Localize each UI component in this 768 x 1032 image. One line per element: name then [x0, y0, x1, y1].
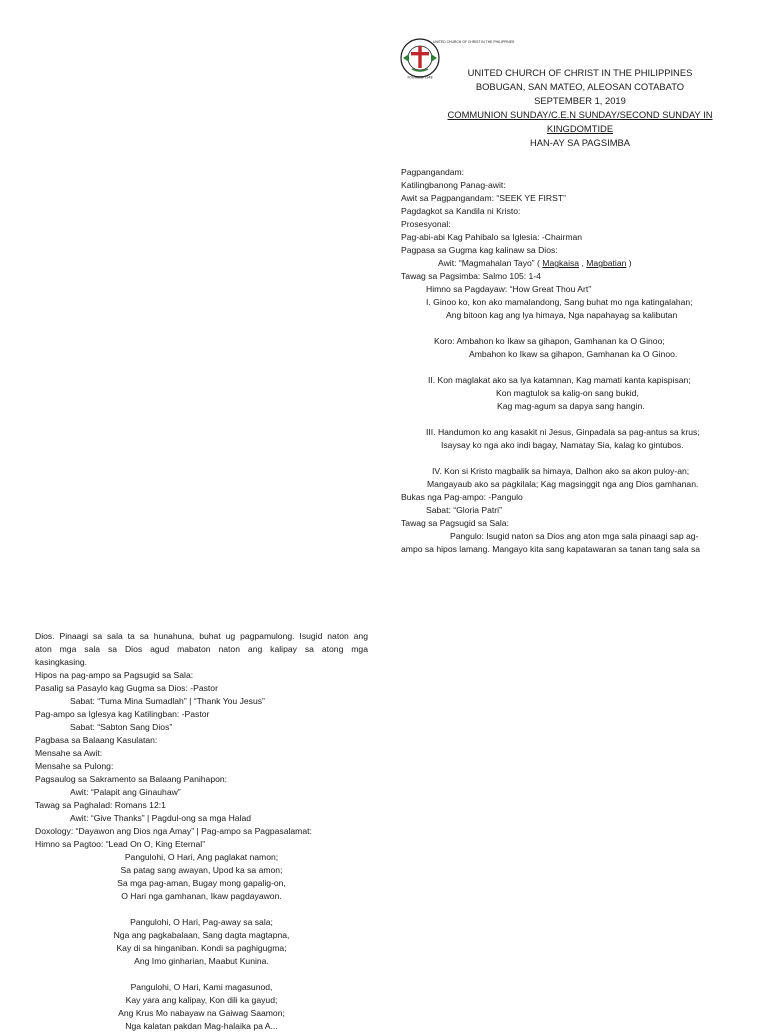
liturgy-item: Pasalig sa Pasaylo kag Gugma sa Dios: -Pastor — [35, 683, 218, 693]
liturgy-item: Tawag sa Pagsimba: Salmo 105: 1-4 — [401, 271, 541, 281]
response-song-link-2: Magbatian — [586, 258, 627, 268]
hymn-title: Himno sa Pagdayaw: “How Great Thou Art” — [426, 284, 592, 294]
occasion-line-1: COMMUNION SUNDAY/C.E.N SUNDAY/SECOND SUNDAY IN — [447, 109, 713, 120]
response-song — [438, 257, 632, 269]
liturgy-item: Pagbasa sa Balaang Kasulatan: — [35, 735, 158, 745]
order-of-worship-title: HAN-AY SA PAGSIMBA — [529, 137, 631, 148]
service-date: SEPTEMBER 1, 2019 — [534, 95, 626, 106]
liturgy-item: Prosesyonal: — [401, 219, 451, 229]
liturgy-item: Pag-ampo sa Iglesya kag Katilingban: -Pastor — [35, 709, 210, 719]
hymn-verse-line: Kay yara ang kalipay, Kon dili ka gayud; — [125, 995, 278, 1005]
liturgy-item: Pagsaulog sa Sakramento sa Balaang Panihapon: — [35, 774, 228, 784]
liturgy-item: Tawag sa Paghalad: Romans 12:1 — [35, 800, 166, 810]
chorus-line: Koro: Ambahon ko Ikaw sa gihapon, Gamhanan ka O Ginoo; — [434, 336, 665, 346]
liturgy-item: Himno sa Pagtoo: “Lead On O, King Eternal” — [35, 839, 206, 849]
svg-text:FOUNDED 1948: FOUNDED 1948 — [407, 75, 433, 80]
liturgy-response: Sabat: “Gloria Patri” — [426, 505, 502, 515]
response-song-end: ) — [626, 258, 632, 268]
hymn-verse-line: I. Ginoo ko, kon ako mamalandong, Sang buhat mo nga katingalahan; — [426, 297, 693, 307]
hymn-verse-line: Sa patag sang awayan, Upod ka sa amon; — [120, 865, 283, 875]
liturgy-response: Awit: “Palapit ang Ginauhaw” — [70, 787, 181, 797]
liturgy-item: Pagdagkot sa Kandila ni Kristo: — [401, 206, 521, 216]
liturgy-response: Awit: “Give Thanks” | Pagdul-ong sa mga Halad — [70, 813, 252, 823]
confession-continued: kasingkasing. — [35, 657, 88, 667]
liturgy-item: Pagpasa sa Gugma kag kalinaw sa Dios: — [401, 245, 558, 255]
response-song-text: Awit: “Magmahalan Tayo” ( — [438, 258, 543, 268]
hymn-verse-line: IV. Kon si Kristo magbalik sa himaya, Dalhon ako sa akon puloy-an; — [432, 466, 690, 476]
hymn-verse-line: II. Kon maglakat ako sa lya katamnan, Kag mamati kanta kapispisan; — [428, 375, 691, 385]
hymn-verse-line: Pangulohi, O Hari, Pag-away sa sala; — [130, 917, 273, 927]
liturgy-item: Pagpangandam: — [401, 167, 465, 177]
liturgy-response: Sabat: “Tuma Mina Sumadlah” | “Thank You Jesus” — [70, 696, 265, 706]
hymn-verse-line: Kon magtulok sa kalig-on sang bukid, — [496, 388, 639, 398]
response-song-link-1: Magkaisa — [542, 258, 580, 268]
hymn-verse-line: Pangulohi, O Hari, Ang paglakat namon; — [124, 852, 279, 862]
hymn-verse-line: Isaysay ko nga ako indi bagay, Namatay Sia, kalag ko gintubos. — [441, 440, 684, 450]
church-name: UNITED CHURCH OF CHRIST IN THE PHILIPPINES — [467, 67, 693, 78]
hymn-verse-line: Kay di sa hinganiban. Kondi sa paghigugma; — [116, 943, 287, 953]
hymn-verse-line: Pangulohi, O Hari, Kami magasunod, — [130, 982, 273, 992]
hymn-verse-line: Sa mga pag-aman, Bugay mong gapalig-on, — [117, 878, 286, 888]
liturgy-item: Awit sa Pagpangandam: “SEEK YE FIRST” — [401, 193, 566, 203]
liturgy-item: Hipos na pag-ampo sa Pagsugid sa Sala: — [35, 670, 194, 680]
liturgy-item: Doxology: “Dayawon ang Dios nga Amay” | Pag-ampo sa Pagpasalamat: — [35, 826, 312, 836]
liturgy-item: Mensahe sa Pulong: — [35, 761, 114, 771]
hymn-verse-line: Mangayaub ako sa pagkilala; Kag magsinggit nga ang Dios gamhanan. — [427, 479, 699, 489]
liturgy-response: Sabat: “Sabton Sang Dios” — [70, 722, 173, 732]
occasion-line-2: KINGDOMTIDE — [546, 123, 614, 134]
liturgy-item: Katilingbanong Panag-awit: — [401, 180, 506, 190]
hymn-verse-line: III. Handumon ko ang kasakit ni Jesus, Ginpadala sa pag-antus sa krus; — [426, 427, 700, 437]
logo-ring-text: UNITED CHURCH OF CHRIST IN THE PHILIPPINES — [433, 40, 515, 44]
hymn-verse-line: Ang Krus Mo nabayaw na Gaiwag Saamon; — [118, 1008, 285, 1018]
liturgy-item: Tawag sa Pagsugid sa Sala: — [401, 518, 509, 528]
confession-text: Pangulo: Isugid naton sa Dios ang aton mga sala pinaagi sap ag- — [450, 531, 699, 541]
hymn-verse-line: Nga kalatan pakdan Mag-halaika pa A... — [125, 1021, 278, 1031]
confession-text: ampo sa hipos lamang. Mangayo kita sang kapatawaran sa tanan tang sala sa — [401, 544, 701, 554]
chorus-line: Ambahon ko Ikaw sa gihapon, Gamhanan ka O Ginoo. — [469, 349, 678, 359]
hymn-verse-line: Ang bitoon kag ang lya himaya, Nga napahayag sa kalibutan — [446, 310, 678, 320]
liturgy-item: Bukas nga Pag-ampo: -Pangulo — [401, 492, 523, 502]
hymn-verse-line: Kag mag-agum sa dapya sang hangin. — [497, 401, 645, 411]
response-song-sep: , — [579, 258, 587, 268]
confession-continued: aton mga sala sa Dios agud mabaton naton ang kalipay sa atong mga — [35, 644, 368, 654]
liturgy-item: Mensahe sa Awit: — [35, 748, 103, 758]
hymn-verse-line: Nga ang pagkabalaan, Sang dagta magtapna, — [113, 930, 290, 940]
confession-continued: Dios. Pinaagi sa sala ta sa hunahuna, buhat ug pagpamulong. Isugid naton ang — [35, 631, 368, 641]
liturgy-item: Pag-abi-abi Kag Pahibalo sa Iglesia: -Chairman — [401, 232, 583, 242]
church-location: BOBUGAN, SAN MATEO, ALEOSAN COTABATO — [475, 81, 685, 92]
hymn-verse-line: Ang Imo ginharian, Maabut Kunina. — [134, 956, 269, 966]
hymn-verse-line: O Hari nga gamhanan, Ikaw pagdayawon. — [121, 891, 282, 901]
